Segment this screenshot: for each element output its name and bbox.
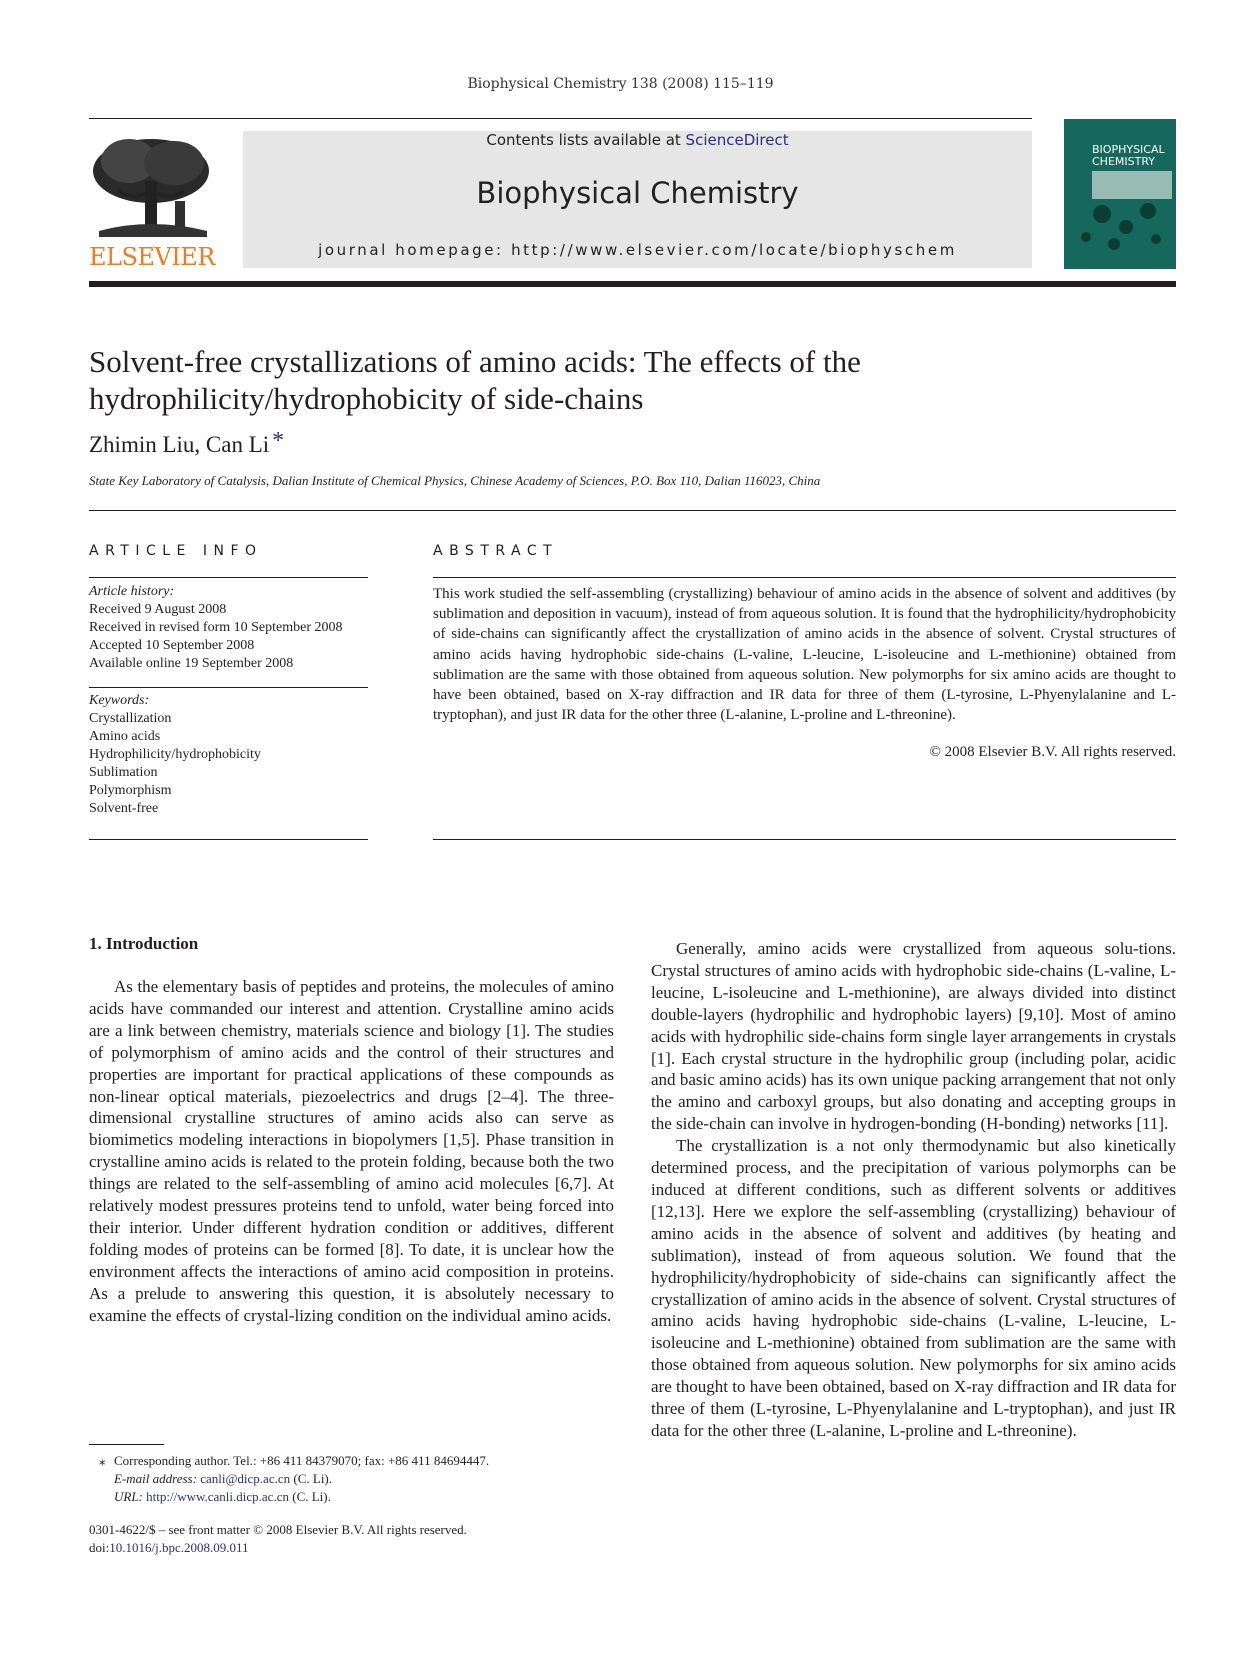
email-suffix: (C. Li). xyxy=(293,1471,333,1486)
corresponding-text: Corresponding author. Tel.: +86 411 84379070; fax: +86 411 84694447. xyxy=(114,1453,490,1468)
authors xyxy=(89,428,285,459)
article-info-rule xyxy=(89,687,368,688)
article-info-rule xyxy=(89,577,368,578)
abstract-rule xyxy=(433,839,1176,840)
body-paragraph: Generally, amino acids were crystallized from aqueous solu-tions. Crystal structures of amino acids with hydrophobic side-chains (L-valine, L-leucine, L-isoleucine and L-methionine), are always divided into distinct double-layers (hydrophilic and hydrophobic layers) [9,10]. Most of amino acids with hydrophilic side-chains form single layer arrangements in crystals [1]. Each crystal structure in the hydrophilic group (including polar, acidic and basic amino acids) has its own unique packing arrangement that not only the amino and carboxyl groups, but also donating and accepting groups in the side-chain can involve in hydrogen-bonding (H-bonding) networks [11]. xyxy=(651,939,1176,1134)
abstract-text: This work studied the self-assembling (crystallizing) behaviour of amino acids in the absence of solvent and additives (by sublimation and deposition in vacuum), instead of from aqueous solution. It is found that the hydrophilicity/hydrophobicity of side-chains can significantly affect the crystallization of amino acids in the absence of solvent. Crystal structures of amino acids having hydrophobic side-chains (L-valine, L-leucine, L-isoleucine and L-methionine) obtained from sublimation are the same with those obtained from aqueous solution. New polymorphs for six amino acids are thought to have been obtained, based on X-ray diffraction and IR data for three of them (L-tyrosine, L-Phyenylalanine and L-tryptophan), and just IR data for the other three (L-alanine, L-proline and L-threonine). xyxy=(433,586,1176,724)
elsevier-wordmark: ELSEVIER xyxy=(89,243,215,271)
top-rule xyxy=(89,118,1032,119)
journal-banner xyxy=(243,131,1032,268)
author-names: Zhimin Liu, Can Li xyxy=(89,432,270,457)
abstract-rule xyxy=(433,577,1176,578)
history-label: Article history: xyxy=(89,584,175,599)
running-head: Biophysical Chemistry 138 (2008) 115–119 xyxy=(467,76,774,92)
footnote-email xyxy=(89,1470,629,1488)
history-item: Accepted 10 September 2008 xyxy=(89,638,255,653)
body-paragraph: The crystallization is a not only thermodynamic but also kinetically determined process, and the precipitation of various polymorphs can be induced at different conditions, such as different solvents or additives [12,13]. Here we explore the self-assembling (crystallizing) behaviour of amino acids in the absence of solvent and additives (by heating and sublimation), instead of from aqueous solution. We found that the hydrophilicity/hydrophobicity of side-chains can significantly affect the crystallization of amino acids in the absence of solvent. Crystal structures of amino acids having hydrophobic side-chains (L-valine, L-leucine, L-isoleucine and L-methionine) obtained from sublimation are the same with those obtained from aqueous solution. New polymorphs for six amino acids are thought to have been obtained, based on X-ray diffraction and IR data for three of them (L-tyrosine, L-Phyenylalanine and L-tryptophan), and just IR data for the other three (L-alanine, L-proline and L-threonine). xyxy=(651,1136,1176,1440)
footnote-rule xyxy=(89,1444,164,1445)
body-column-left xyxy=(89,976,614,1327)
article-info-heading: ARTICLE INFO xyxy=(89,543,263,559)
footnote-url xyxy=(89,1488,629,1506)
history-item: Available online 19 September 2008 xyxy=(89,656,294,671)
keyword: Solvent-free xyxy=(89,801,159,816)
body-column-right xyxy=(651,938,1176,1442)
article-title: Solvent-free crystallizations of amino acids: The effects of the hydrophilicity/hydrophobicity of side-chains xyxy=(89,344,861,416)
doi-label: doi: xyxy=(89,1540,110,1555)
keyword: Polymorphism xyxy=(89,783,172,798)
contents-prefix: Contents lists available at xyxy=(486,131,686,149)
section-heading-introduction: 1. Introduction xyxy=(89,934,199,953)
abstract-copyright: © 2008 Elsevier B.V. All rights reserved. xyxy=(929,744,1176,760)
contents-line xyxy=(243,131,1032,149)
keyword: Hydrophilicity/hydrophobicity xyxy=(89,747,261,762)
history-item: Received in revised form 10 September 2008 xyxy=(89,620,343,635)
corresponding-author-mark[interactable]: * xyxy=(272,428,285,454)
body-paragraph: As the elementary basis of peptides and proteins, the molecules of amino acids have commanded our interest and attention. Crystalline amino acids are a link between chemistry, materials science and biology [1]. The studies of polymorphism of amino acids and the control of their structures and properties are important for practical applications of these compounds as non-linear optical materials, piezoelectrics and drugs [2–4]. The three-dimensional crystalline structures of amino acids also can serve as biomimetics modeling interactions in biopolymers [1,5]. Phase transition in crystalline amino acids is related to the protein folding, because both the two things are related to the self-assembling of amino acid molecules [6,7]. At relatively modest pressures proteins tend to unfold, water being forced into their interior. Under different hydration condition or additives, different folding modes of proteins can be formed [8]. To date, it is unclear how the environment affects the interactions of amino acid composition in proteins. As a prelude to answering this question, it is absolutely necessary to examine the effects of crystal-lizing condition on the individual amino acids. xyxy=(89,977,614,1325)
keywords xyxy=(89,692,368,818)
elsevier-tree-icon xyxy=(89,131,214,241)
front-matter-line: 0301-4622/$ – see front matter © 2008 Elsevier B.V. All rights reserved. xyxy=(89,1522,467,1537)
footnote-star: ⁎ xyxy=(99,1453,106,1468)
url-suffix: (C. Li). xyxy=(292,1489,331,1504)
doi-link[interactable]: 10.1016/j.bpc.2008.09.011 xyxy=(109,1540,249,1555)
journal-homepage[interactable]: journal homepage: http://www.elsevier.com/locate/biophyschem xyxy=(318,241,957,259)
history-item: Received 9 August 2008 xyxy=(89,602,227,617)
abstract-heading: ABSTRACT xyxy=(433,543,559,559)
journal-name: Biophysical Chemistry xyxy=(476,176,799,210)
header-heavy-rule xyxy=(89,281,1176,287)
email-link[interactable]: canli@dicp.ac.cn xyxy=(200,1471,291,1486)
section-rule xyxy=(89,510,1176,511)
sciencedirect-link[interactable]: ScienceDirect xyxy=(685,131,789,149)
keyword: Sublimation xyxy=(89,765,158,780)
journal-cover[interactable] xyxy=(1064,119,1176,269)
front-matter xyxy=(89,1521,629,1557)
keyword: Amino acids xyxy=(89,729,161,744)
keywords-label: Keywords: xyxy=(89,693,150,708)
doi-line xyxy=(89,1539,629,1557)
url-label: URL: xyxy=(114,1489,143,1504)
footnotes xyxy=(89,1452,629,1506)
url-link[interactable]: http://www.canli.dicp.ac.cn xyxy=(146,1489,289,1504)
article-history xyxy=(89,583,368,673)
email-label: E-mail address: xyxy=(114,1471,197,1486)
elsevier-logo[interactable] xyxy=(89,131,214,271)
keyword: Crystallization xyxy=(89,711,172,726)
cover-spheres-icon xyxy=(1064,119,1176,269)
affiliation: State Key Laboratory of Catalysis, Dalian Institute of Chemical Physics, Chinese Academy of Sciences, P.O. Box 110, Dalian 116023, China xyxy=(89,473,821,488)
cover-title: BIOPHYSICAL CHEMISTRY xyxy=(1092,143,1165,168)
article-info-rule xyxy=(89,839,368,840)
footnote-corresponding xyxy=(89,1452,629,1470)
